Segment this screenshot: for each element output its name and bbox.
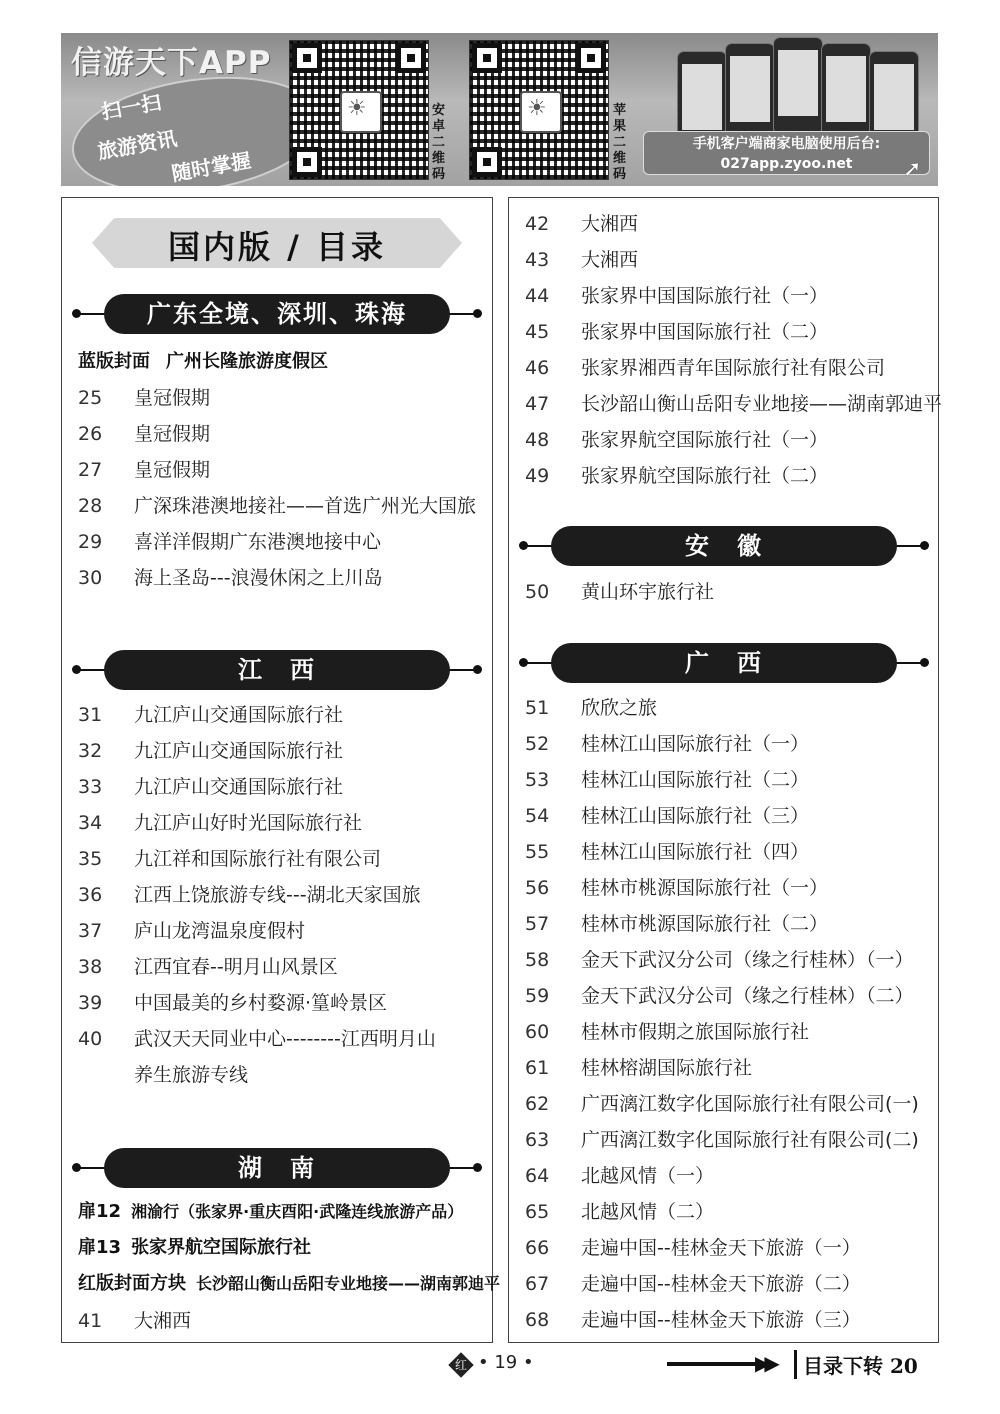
slogan-news: 旅游资讯	[95, 126, 179, 164]
banner-title: 信游天下APP	[71, 45, 272, 81]
toc-special-entry[interactable]: 扉12 湘渝行（张家界·重庆酉阳·武隆连线旅游产品）	[78, 1201, 464, 1222]
toc-special-entry[interactable]: 红版封面方块 长沙韶山衡山岳阳专业地接——湖南郭迪平	[78, 1273, 501, 1294]
app-logo-icon: ☀	[520, 91, 562, 133]
toc-item[interactable]: 52 桂林江山国际旅行社（一）	[525, 733, 810, 755]
toc-item[interactable]: 35 九江祥和国际旅行社有限公司	[78, 848, 382, 870]
toc-item[interactable]: 34 九江庐山好时光国际旅行社	[78, 812, 363, 834]
phone-icon	[773, 37, 823, 135]
toc-item[interactable]: 67 走遍中国--桂林金天下旅游（二）	[525, 1273, 861, 1295]
toc-item[interactable]: 38 江西宜春--明月山风景区	[78, 956, 338, 978]
page-title: 国内版 / 目录	[168, 228, 386, 266]
toc-special-entry[interactable]: 扉13 张家界航空国际旅行社	[78, 1237, 312, 1258]
toc-item[interactable]: 54 桂林江山国际旅行社（三）	[525, 805, 810, 827]
app-logo-icon: ☀	[340, 91, 382, 133]
toc-item[interactable]: 43 大湘西	[525, 249, 639, 271]
section-header-anhui: 安 徽	[521, 526, 927, 566]
cursor-icon: ➚	[903, 157, 922, 182]
toc-item[interactable]: 49 张家界航空国际旅行社（二）	[525, 465, 829, 487]
page-number: • 19 •	[478, 1352, 534, 1373]
toc-item[interactable]: 60 桂林市假期之旅国际旅行社	[525, 1021, 810, 1043]
promo-text: 手机客户端商家电脑使用后台:	[692, 136, 881, 152]
toc-item[interactable]: 31 九江庐山交通国际旅行社	[78, 704, 344, 726]
continued-next-page-link[interactable]: 目录下转 20	[794, 1350, 918, 1379]
slogan-grasp: 随时掌握	[169, 148, 253, 186]
toc-left-column	[61, 197, 501, 1343]
toc-item[interactable]: 56 桂林市桃源国际旅行社（一）	[525, 877, 829, 899]
promo-box[interactable]	[643, 131, 930, 175]
toc-item[interactable]: 30 海上圣岛---浪漫休闲之上川岛	[78, 567, 383, 589]
double-arrow-icon: ▶▶	[755, 1351, 774, 1375]
toc-item[interactable]: 46 张家界湘西青年国际旅行社有限公司	[525, 357, 886, 379]
toc-right-column	[508, 197, 943, 1343]
toc-item[interactable]: 27 皇冠假期	[78, 459, 211, 481]
toc-item[interactable]: 64 北越风情（一）	[525, 1165, 715, 1187]
toc-item[interactable]: 57 桂林市桃源国际旅行社（二）	[525, 913, 829, 935]
android-qr-code[interactable]	[289, 40, 429, 180]
toc-item[interactable]: 29 喜洋洋假期广东港澳地接中心	[78, 531, 382, 553]
promo-url: 027app.zyoo.net	[720, 156, 853, 172]
toc-item[interactable]: 32 九江庐山交通国际旅行社	[78, 740, 344, 762]
toc-cover-entry[interactable]: 蓝版封面 广州长隆旅游度假区	[78, 351, 328, 372]
toc-item[interactable]: 55 桂林江山国际旅行社（四）	[525, 841, 810, 863]
toc-item[interactable]: 42 大湘西	[525, 213, 639, 235]
toc-item[interactable]: 36 江西上饶旅游专线---湖北天家国旅	[78, 884, 421, 906]
toc-item[interactable]: 51 欣欣之旅	[525, 697, 658, 719]
section-header-guangdong: 广东全境、深圳、珠海	[74, 294, 480, 334]
slogan-scan: 扫一扫	[99, 89, 163, 125]
phone-icon	[821, 43, 871, 141]
arrow-line	[667, 1362, 759, 1366]
toc-item[interactable]: 66 走遍中国--桂林金天下旅游（一）	[525, 1237, 861, 1259]
apple-qr-label: 苹果二维码	[613, 103, 627, 182]
section-header-guangxi: 广 西	[521, 643, 927, 683]
toc-item[interactable]: 40 武汉天天同业中心--------江西明月山	[78, 1028, 436, 1050]
edition-badge-label: 红	[454, 1358, 467, 1372]
toc-item[interactable]: 58 金天下武汉分公司（缘之行桂林）（一）	[525, 949, 914, 971]
app-banner	[61, 33, 938, 186]
android-qr-label: 安卓二维码	[432, 103, 446, 182]
apple-qr-code[interactable]	[469, 40, 609, 180]
toc-item[interactable]: 63 广西漓江数字化国际旅行社有限公司(二)	[525, 1129, 919, 1151]
toc-item[interactable]: 62 广西漓江数字化国际旅行社有限公司(一)	[525, 1093, 919, 1115]
toc-item[interactable]: 68 走遍中国--桂林金天下旅游（三）	[525, 1309, 861, 1331]
phone-mockups	[673, 37, 923, 137]
toc-item[interactable]: 28 广深珠港澳地接社——首选广州光大国旅	[78, 495, 477, 517]
toc-item[interactable]: 39 中国最美的乡村婺源·篁岭景区	[78, 992, 388, 1014]
toc-item[interactable]: 65 北越风情（二）	[525, 1201, 715, 1223]
toc-item-continuation[interactable]: 养生旅游专线	[134, 1064, 249, 1086]
toc-item[interactable]: 44 张家界中国国际旅行社（一）	[525, 285, 829, 307]
section-header-jiangxi: 江 西	[74, 650, 480, 690]
toc-item[interactable]: 47 长沙韶山衡山岳阳专业地接——湖南郭迪平	[525, 393, 943, 415]
toc-item[interactable]: 61 桂林榕湖国际旅行社	[525, 1057, 753, 1079]
toc-item[interactable]: 45 张家界中国国际旅行社（二）	[525, 321, 829, 343]
toc-item[interactable]: 41 大湘西	[78, 1310, 192, 1332]
toc-item[interactable]: 53 桂林江山国际旅行社（二）	[525, 769, 810, 791]
section-header-hunan: 湖 南	[74, 1148, 480, 1188]
toc-item[interactable]: 37 庐山龙湾温泉度假村	[78, 920, 306, 942]
toc-item[interactable]: 33 九江庐山交通国际旅行社	[78, 776, 344, 798]
title-banner	[92, 218, 462, 268]
toc-item[interactable]: 26 皇冠假期	[78, 423, 211, 445]
toc-item[interactable]: 25 皇冠假期	[78, 387, 211, 409]
phone-icon	[725, 43, 775, 141]
toc-item[interactable]: 50 黄山环宇旅行社	[525, 581, 715, 603]
toc-item[interactable]: 48 张家界航空国际旅行社（一）	[525, 429, 829, 451]
toc-item[interactable]: 59 金天下武汉分公司（缘之行桂林）（二）	[525, 985, 914, 1007]
